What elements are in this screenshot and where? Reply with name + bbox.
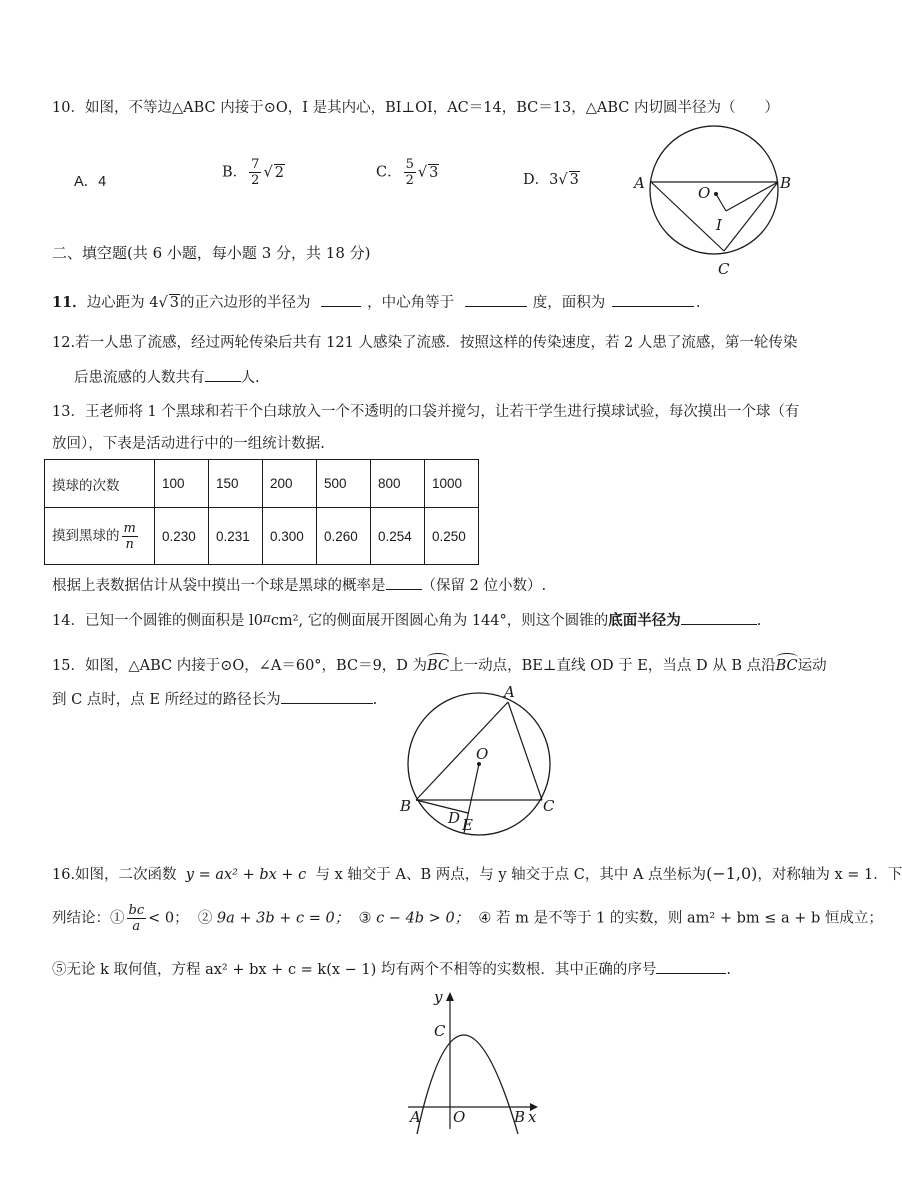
q16-text: ，对称轴为 x = 1．下 [757, 867, 902, 883]
q14 [52, 609, 761, 630]
label-b: B [400, 797, 412, 815]
numerator: 7 [251, 157, 260, 172]
segment-ac [651, 182, 724, 251]
conclusion-marker: ③ [358, 910, 372, 927]
label-b: B [780, 174, 792, 192]
fraction [404, 158, 416, 187]
answer-blank [281, 689, 373, 704]
conclusion-marker: ① [110, 910, 125, 927]
q11-number: 11． [52, 294, 87, 311]
answer-blank [465, 292, 527, 307]
q12-text: 后患流感的人数共有 [74, 370, 205, 386]
segment-ab [416, 702, 508, 800]
denominator: 2 [251, 173, 260, 188]
q16-figure [404, 984, 550, 1134]
table-cell: 0.300 [263, 508, 317, 565]
answer-blank [656, 959, 726, 974]
q15-line2 [52, 688, 377, 709]
frequency-table [44, 459, 479, 565]
label-c: C [543, 797, 555, 815]
q16-text: 9a + 3b + c = 0； [216, 910, 350, 927]
q12-text: 人. [240, 370, 260, 386]
table-row [45, 508, 479, 565]
q13-line2: 放回），下表是活动进行中的一组统计数据. [52, 436, 325, 452]
answer-blank [321, 292, 361, 307]
coordinate: (−1,0) [706, 864, 758, 883]
numerator: m [123, 520, 136, 536]
label-c: C [718, 260, 730, 278]
q11-text: 边心距为 4 [86, 295, 159, 311]
table-cell: 1000 [425, 460, 479, 508]
segment-bc [724, 182, 778, 251]
q15-text: 到 C 点时，点 E 所经过的路径长为 [52, 692, 281, 708]
option-label: C． [376, 164, 402, 181]
coefficient: 3 [549, 172, 559, 188]
q14-text: cm², 它的侧面展开图圆心角为 144°，则这个圆锥的 [270, 613, 609, 629]
conclusion-marker: ⑤ [52, 962, 67, 978]
q15-line1 [52, 654, 827, 675]
label-y: y [434, 988, 443, 1006]
table-cell: 200 [263, 460, 317, 508]
q15-figure [392, 683, 572, 834]
table-row [45, 460, 479, 508]
table-cell: 0.250 [425, 508, 479, 565]
label-c: C [434, 1022, 446, 1040]
arc-bc: BC [775, 658, 798, 674]
q10-figure [630, 118, 800, 278]
fraction [249, 158, 261, 187]
label-b: B [514, 1108, 526, 1126]
q16-text: . [726, 962, 732, 978]
row-header: 摸球的次数 [45, 460, 155, 508]
q15-text: 15．如图，△ABC 内接于⊙O，∠A＝60°，BC＝9，D 为 [52, 658, 428, 674]
label-e: E [462, 816, 473, 834]
table-cell: 500 [317, 460, 371, 508]
q11-text: 度，面积为 [532, 295, 606, 311]
section-heading: 二、填空题(共 6 小题，每小题 3 分，共 18 分) [52, 244, 371, 262]
q12-line2 [74, 366, 260, 387]
label-d: D [448, 809, 461, 827]
segment-bi [726, 182, 778, 211]
segment-ac [508, 702, 542, 800]
q15-text: 上一动点，BE⊥直线 OD 于 E，当点 D 从 B 点沿 [449, 658, 776, 674]
q11-text: ，中心角等于 [367, 295, 455, 311]
fraction [122, 522, 138, 551]
q14-text: . [756, 613, 762, 629]
q16-text: 列结论： [52, 910, 110, 927]
parabola [417, 1035, 518, 1134]
label-o: O [453, 1108, 466, 1126]
q16-line3 [52, 958, 731, 979]
segment-oi [716, 194, 726, 211]
q13-line1: 13．王老师将 1 个黑球和若干个白球放入一个不透明的口袋并搅匀，让若干学生进行摸球试验，每次摸出一个球（有 [52, 404, 800, 420]
option-label: D． [523, 172, 550, 188]
q11: 11．边心距为 4√ 3的正六边形的半径为 ，中心角等于 度，面积为 . [52, 294, 701, 311]
denominator: n [125, 536, 134, 552]
q10-option-c: C． $\frac{5}{2}$ √ 3 [376, 157, 439, 188]
q13-after [52, 574, 546, 595]
q10-stem: 10．如图，不等边△ABC 内接于⊙O，I 是其内心，BI⊥OI，AC＝14，BC＝13，△ABC 内切圆半径为（ ） [52, 100, 779, 116]
radicand: 3 [569, 172, 579, 188]
conclusion-marker: ② [197, 910, 213, 927]
table-cell: 0.231 [209, 508, 263, 565]
answer-blank [612, 292, 694, 307]
label-a: A [410, 1108, 421, 1126]
q11-text: 的正六边形的半径为 [180, 295, 311, 311]
q15-text: 运动 [797, 658, 827, 674]
segment-be [416, 800, 468, 813]
fraction [127, 904, 147, 933]
denominator: 2 [405, 173, 414, 188]
arc-bc: BC [427, 658, 450, 674]
label-i: I [716, 216, 722, 234]
function-expression: y = ax² + bx + c [185, 867, 307, 883]
answer-blank [681, 610, 757, 625]
q15-text: . [372, 692, 378, 708]
q14-emphasis: 底面半径为 [608, 612, 681, 629]
q16-text: 16.如图，二次函数 [52, 867, 177, 883]
table-cell: 0.230 [155, 508, 209, 565]
q16-text: c − 4b > 0； [376, 910, 470, 927]
table-cell: 0.260 [317, 508, 371, 565]
q14-text: 14．已知一个圆锥的侧面积是 l0 [52, 613, 263, 629]
radicand: 3 [169, 295, 180, 311]
q10-option-b: B． $\frac{7}{2}$ √ 2 [222, 157, 284, 188]
q13-text: （保留 2 位小数）. [421, 578, 547, 594]
label-o: O [698, 184, 711, 202]
radicand: 2 [274, 164, 284, 181]
circle-o [650, 126, 778, 254]
pi-symbol: π [262, 611, 271, 625]
label-a: A [504, 683, 515, 701]
table-cell: 100 [155, 460, 209, 508]
row-header-text: 摸到黑球的 [52, 527, 120, 544]
y-axis-arrow [446, 992, 454, 1001]
answer-blank [386, 575, 422, 590]
q16-text: 与 x 轴交于 A、B 两点，与 y 轴交于点 C，其中 A 点坐标为 [315, 867, 707, 883]
answer-blank [205, 367, 241, 382]
q16-line1 [52, 863, 902, 884]
table-cell: 0.254 [371, 508, 425, 565]
center-dot [714, 192, 718, 196]
option-label: B． [222, 164, 248, 181]
q16-text: 若 m 是不等于 1 的实数，则 am² + bm ≤ a + b 恒成立； [496, 910, 883, 927]
table-cell: 800 [371, 460, 425, 508]
numerator: 5 [405, 157, 414, 172]
q10-option-d: D．3√ 3 [523, 172, 579, 188]
label-x: x [528, 1108, 537, 1126]
label-o: O [476, 745, 489, 763]
q11-text: . [695, 295, 701, 311]
table-cell: 150 [209, 460, 263, 508]
q13-text: 根据上表数据估计从袋中摸出一个球是黑球的概率是 [52, 578, 386, 594]
numerator: bc [128, 903, 145, 918]
conclusion-marker: ④ [478, 910, 492, 927]
q16-text: 无论 k 取何值，方程 ax² + bx + c = k(x − 1) 均有两个不相等的实数根．其中正确的序号 [66, 962, 657, 978]
q12-line1: 12.若一人患了流感，经过两轮传染后共有 121 人感染了流感．按照这样的传染速度，若 2 人患了流感，第一轮传染 [52, 335, 798, 351]
row-header [45, 508, 155, 565]
q10-option-a: A．4 [74, 174, 107, 190]
label-a: A [634, 174, 645, 192]
radicand: 3 [429, 164, 439, 181]
q16-text: < 0； [148, 910, 189, 927]
q16-line2 [52, 904, 883, 933]
denominator: a [132, 919, 141, 934]
